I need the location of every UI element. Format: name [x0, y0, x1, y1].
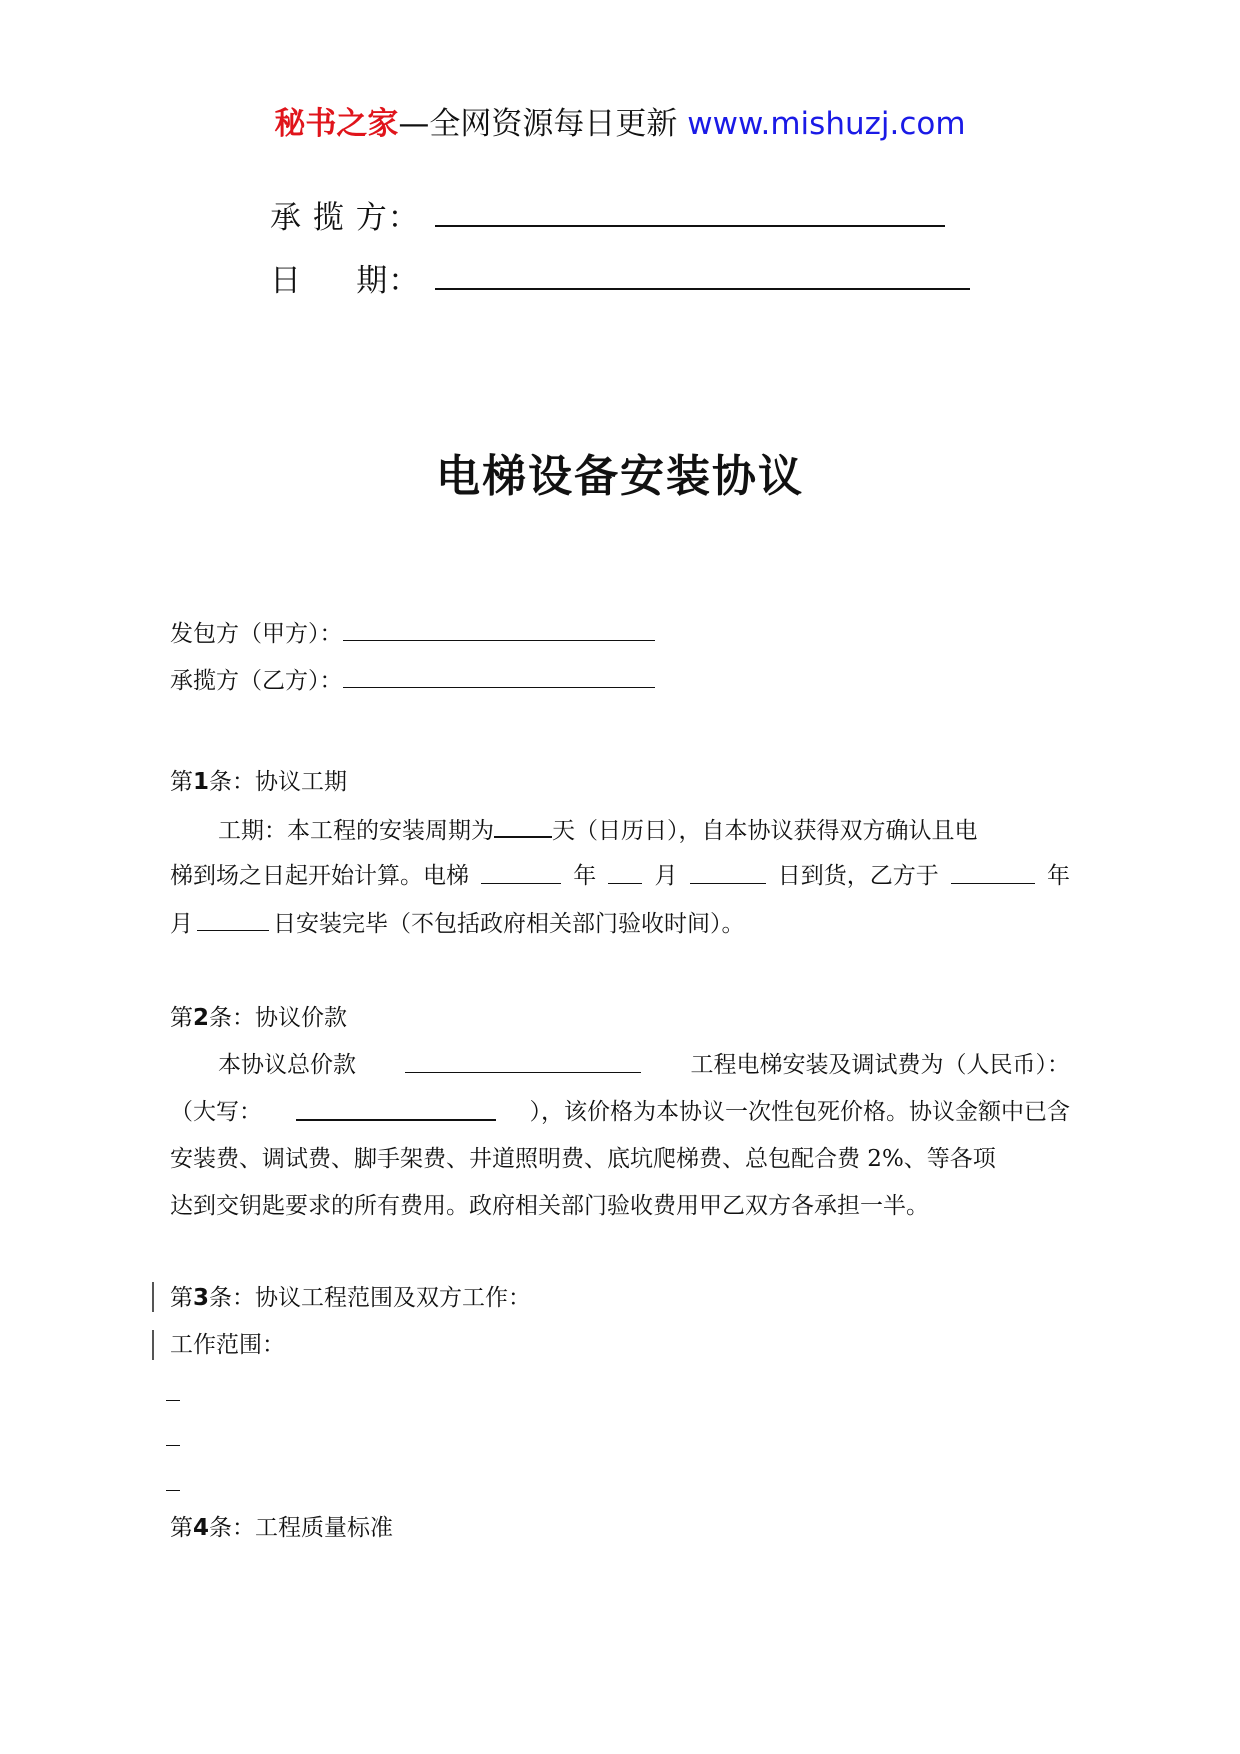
article-3-number: 3 [193, 1285, 210, 1311]
party-a-label: 发包方（甲方）： [170, 621, 343, 647]
article-1-text: 月 [654, 863, 678, 889]
article-2-number: 2 [193, 1005, 210, 1031]
banner-slogan: —全网资源每日更新 [398, 106, 688, 142]
article-1-text: 月 [170, 911, 193, 937]
banner-url[interactable]: www.mishuzj.com [687, 106, 966, 142]
delivery-year-blank[interactable] [481, 861, 561, 884]
article-1-title: 条：协议工期 [209, 769, 348, 795]
article-2-line-1 [218, 1050, 1070, 1080]
party-b-blank[interactable] [343, 665, 655, 688]
article-1-text: 天（日历日），自本协议获得双方确认且电 [552, 818, 978, 844]
article-3-heading [170, 1283, 1070, 1313]
total-price-blank[interactable] [405, 1050, 641, 1073]
article-4-number: 4 [193, 1515, 210, 1541]
article-4-prefix: 第 [170, 1515, 193, 1541]
article-1-line-1 [218, 814, 1070, 846]
article-1-line-2 [170, 861, 1070, 891]
empty-list-marker [166, 1445, 180, 1446]
date-signature-line[interactable] [435, 288, 970, 290]
article-4-heading [170, 1513, 1070, 1543]
article-1-number: 1 [193, 769, 210, 795]
delivery-day-blank[interactable] [690, 861, 766, 884]
article-1-text: 日安装完毕（不包括政府相关部门验收时间）。 [273, 911, 745, 937]
article-2-text: ），该价格为本协议一次性包死价格。协议金额中已含 [529, 1099, 1070, 1125]
article-3-prefix: 第 [170, 1285, 193, 1311]
empty-list-marker [166, 1490, 180, 1491]
article-1-prefix: 第 [170, 769, 193, 795]
article-4-title: 条：工程质量标准 [209, 1515, 394, 1541]
article-2-line-3 [170, 1144, 1070, 1174]
party-a-blank[interactable] [343, 618, 655, 641]
document-title: 电梯设备安装协议 [436, 451, 804, 502]
empty-list-marker [166, 1400, 180, 1401]
article-1-text: 梯到场之日起开始计算。电梯 [170, 863, 469, 889]
work-scope-label: 工作范围： [170, 1332, 285, 1358]
completion-year-blank[interactable] [951, 861, 1035, 884]
article-3-title: 条：协议工程范围及双方工作： [209, 1285, 532, 1311]
party-b-label: 承揽方（乙方）： [170, 668, 343, 694]
party-a-row [170, 615, 655, 651]
article-1-text: 日到货，乙方于 [777, 863, 939, 889]
article-2-line-4 [170, 1191, 1070, 1221]
article-1-text: 年 [573, 863, 597, 889]
date-signature-label: 日 期： [270, 263, 421, 299]
banner-brand: 秘书之家 [274, 106, 399, 142]
contractor-signature-line[interactable] [435, 225, 945, 227]
delivery-month-blank[interactable] [608, 861, 642, 884]
article-2-text: 安装费、调试费、脚手架费、井道照明费、底坑爬梯费、总包配合费 2%、等各项 [170, 1146, 996, 1172]
completion-day-blank[interactable] [197, 908, 269, 931]
article-1-line-3 [170, 908, 1070, 939]
article-2-text: （大写： [170, 1099, 262, 1125]
article-1-text: 工期：本工程的安装周期为 [218, 818, 494, 844]
revision-bar [152, 1330, 154, 1360]
revision-bar [152, 1282, 154, 1312]
install-days-blank[interactable] [494, 814, 552, 838]
party-b-row [170, 662, 655, 698]
article-2-prefix: 第 [170, 1005, 193, 1031]
article-2-text: 本协议总价款 [218, 1052, 356, 1078]
site-banner [0, 102, 1240, 146]
contractor-signature-row [270, 192, 950, 242]
article-2-heading [170, 1003, 1070, 1033]
article-2-text: 工程电梯安装及调试费为（人民币）： [690, 1052, 1070, 1078]
article-2-title: 条：协议价款 [209, 1005, 348, 1031]
article-1-heading [170, 767, 1070, 797]
contractor-signature-label: 承 揽 方： [270, 200, 420, 236]
article-2-line-2 [170, 1097, 1070, 1127]
date-signature-row [270, 255, 980, 305]
amount-in-words-blank[interactable] [296, 1097, 496, 1121]
article-2-text: 达到交钥匙要求的所有费用。政府相关部门验收费用甲乙双方各承担一半。 [170, 1193, 929, 1219]
article-1-text: 年 [1047, 863, 1070, 889]
